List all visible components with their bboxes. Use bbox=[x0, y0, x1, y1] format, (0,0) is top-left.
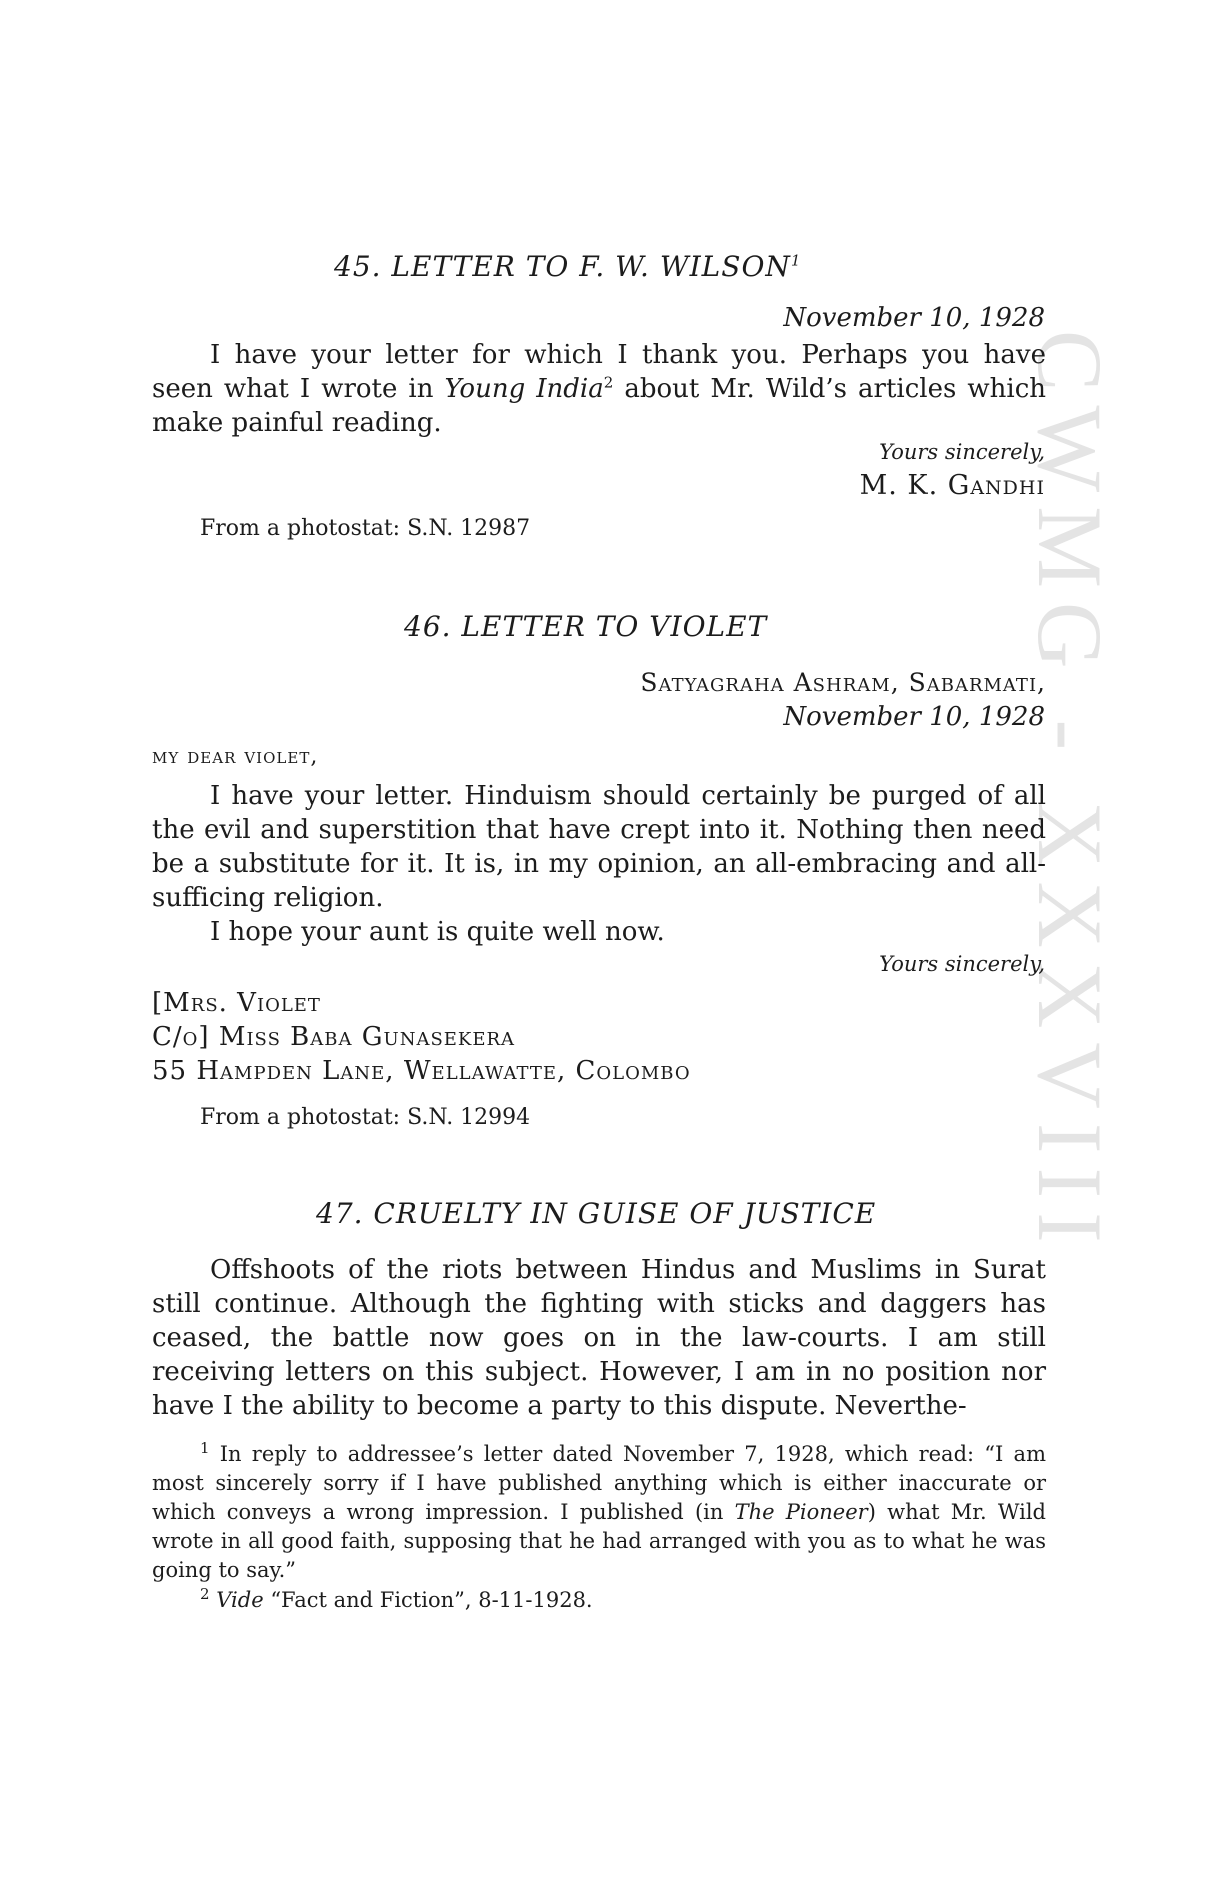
letter-45-date: November 10, 1928 bbox=[783, 303, 1045, 333]
letter-46-source: From a photostat: S.N. 12994 bbox=[200, 1105, 531, 1130]
footnote-2-text: “Fact and Fiction”, 8-11-1928. bbox=[270, 1588, 593, 1612]
footnote-2 bbox=[152, 1586, 1046, 1615]
letter-45-source: From a photostat: S.N. 12987 bbox=[200, 516, 531, 541]
letter-46-addressee-line-1: [Mrs. Violet bbox=[152, 988, 321, 1018]
letter-45-signature: M. K. Gandhi bbox=[859, 470, 1045, 501]
letter-46-title: 46. LETTER TO VIOLET bbox=[404, 610, 768, 643]
letter-45-body-part2: about Mr. Wild’s articles which make painful reading. bbox=[152, 374, 1047, 438]
letter-46-salutation: my dear violet, bbox=[152, 744, 319, 769]
footnote-2-mark: 2 bbox=[200, 1585, 210, 1603]
letter-46-paragraph-2: I hope your aunt is quite well now. bbox=[210, 917, 665, 947]
letter-46-addressee-line-2: C/o] Miss Baba Gunasekera bbox=[152, 1022, 516, 1052]
letter-45-title bbox=[334, 250, 801, 283]
footnote-1-mark: 1 bbox=[200, 1439, 210, 1457]
letter-45-body bbox=[152, 338, 1046, 440]
footnote-1-italic: The Pioneer bbox=[734, 1500, 868, 1524]
letter-45-footnote-mark: 1 bbox=[790, 251, 802, 270]
letter-45-body-italic: Young India bbox=[444, 374, 604, 404]
letter-46-date: November 10, 1928 bbox=[783, 702, 1045, 732]
letter-45-body-footnote-mark: 2 bbox=[603, 373, 614, 392]
footnote-1-text-part1: In reply to addressee’s letter dated November 7, 1928, which read: “I am most sincerely sorry if I have published anything which is either inaccurate or which conveys a wrong impression. I published (in bbox=[152, 1442, 1046, 1524]
letter-46-address: Satyagraha Ashram, Sabarmati, bbox=[640, 668, 1046, 697]
article-47-paragraph-1: Offshoots of the riots between Hindus and Muslims in Surat still continue. Although the fighting with sticks and daggers has ceased, the battle now goes on in the law-courts. I am still receiving letters on this subject. However, I am in no position nor have I the ability to become a party to this dispute. Neverthe- bbox=[152, 1255, 1046, 1421]
letter-46-closing: Yours sincerely, bbox=[879, 952, 1045, 976]
letter-46-addressee-line-3: 55 Hampden Lane, Wellawatte, Colombo bbox=[152, 1056, 691, 1086]
letter-45-body-part1: I have your letter for which I thank you. Perhaps you have seen what I wrote in bbox=[152, 340, 1046, 404]
watermark: CWMG - XXXVIII bbox=[1019, 330, 1121, 1257]
article-47-title: 47. CRUELTY IN GUISE OF JUSTICE bbox=[316, 1197, 877, 1230]
letter-46-paragraph-1: I have your letter. Hinduism should certainly be purged of all the evil and superstition that have crept into it. Nothing then need be a substitute for it. It is, in my opinion, an all-embracing and all-sufficing religion. bbox=[152, 781, 1046, 913]
footnote-1 bbox=[152, 1440, 1046, 1585]
footnote-2-italic: Vide bbox=[216, 1588, 264, 1612]
footnote-1-text-part2: ) what Mr. Wild wrote in all good faith, supposing that he had arranged with you as to what he was going to say.” bbox=[152, 1500, 1046, 1582]
letter-45-title-text: 45. LETTER TO F. W. WILSON bbox=[334, 250, 791, 283]
letter-45-closing: Yours sincerely, bbox=[879, 440, 1045, 464]
